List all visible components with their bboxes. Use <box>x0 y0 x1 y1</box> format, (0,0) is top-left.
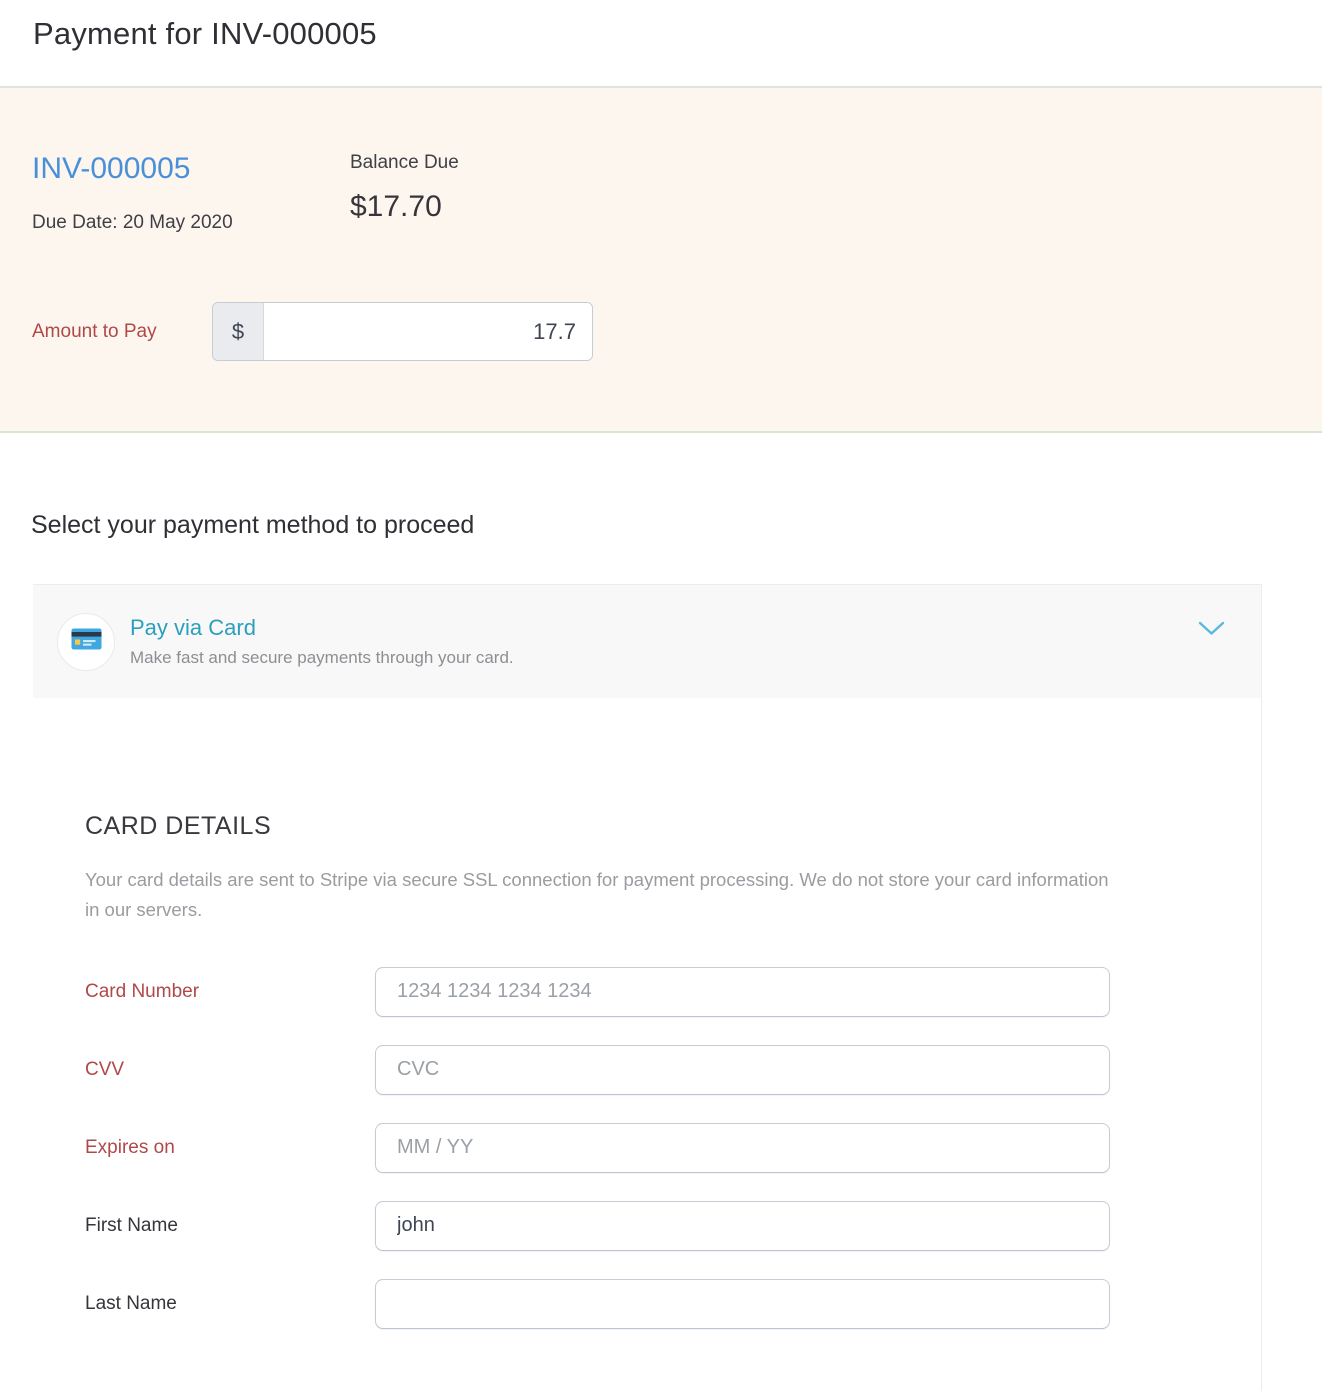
card-number-label: Card Number <box>85 980 200 1002</box>
first-name-row <box>85 1201 1261 1251</box>
invoice-summary-right <box>350 152 459 234</box>
payment-method-heading: Select your payment method to proceed <box>31 511 475 539</box>
currency-symbol-addon: $ <box>213 303 264 360</box>
invoice-summary-panel <box>0 88 1322 433</box>
pay-via-card-option[interactable] <box>33 584 1261 698</box>
chevron-down-icon[interactable] <box>1198 621 1225 641</box>
page-title: Payment for INV-000005 <box>33 16 377 51</box>
cvv-input[interactable] <box>375 1045 1110 1095</box>
invoice-due-date: Due Date: 20 May 2020 <box>32 212 233 233</box>
card-number-input[interactable] <box>375 967 1110 1017</box>
invoice-summary <box>32 152 1322 234</box>
card-form <box>85 967 1261 1329</box>
expiry-input[interactable] <box>375 1123 1110 1173</box>
amount-to-pay-input[interactable] <box>264 303 592 360</box>
last-name-label: Last Name <box>85 1292 177 1314</box>
cvv-label: CVV <box>85 1058 125 1080</box>
first-name-label: First Name <box>85 1214 178 1236</box>
page-header <box>0 0 1322 88</box>
balance-due-label: Balance Due <box>350 152 459 173</box>
card-details-heading: CARD DETAILS <box>85 812 272 840</box>
payment-method-accordion <box>33 584 1262 1391</box>
method-icon-circle <box>57 613 115 671</box>
pay-via-card-title: Pay via Card <box>130 615 256 640</box>
amount-to-pay-row <box>32 302 1322 361</box>
amount-to-pay-label: Amount to Pay <box>32 320 157 342</box>
last-name-row <box>85 1279 1261 1329</box>
expires-on-row <box>85 1123 1261 1173</box>
balance-due-amount: $17.70 <box>350 190 442 223</box>
method-text <box>130 615 514 668</box>
card-details-section <box>33 698 1261 1391</box>
invoice-summary-left <box>32 152 350 234</box>
expires-on-label: Expires on <box>85 1136 175 1158</box>
card-details-description: Your card details are sent to Stripe via secure SSL connection for payment processing. We do not store your card information in our servers. <box>85 869 1109 920</box>
cvv-row <box>85 1045 1261 1095</box>
first-name-input[interactable] <box>375 1201 1110 1251</box>
card-number-row <box>85 967 1261 1017</box>
invoice-number-link[interactable]: INV-000005 <box>32 152 191 185</box>
pay-via-card-subtitle: Make fast and secure payments through your card. <box>130 648 514 667</box>
credit-card-icon <box>71 628 102 655</box>
amount-input-group <box>212 302 593 361</box>
last-name-input[interactable] <box>375 1279 1110 1329</box>
